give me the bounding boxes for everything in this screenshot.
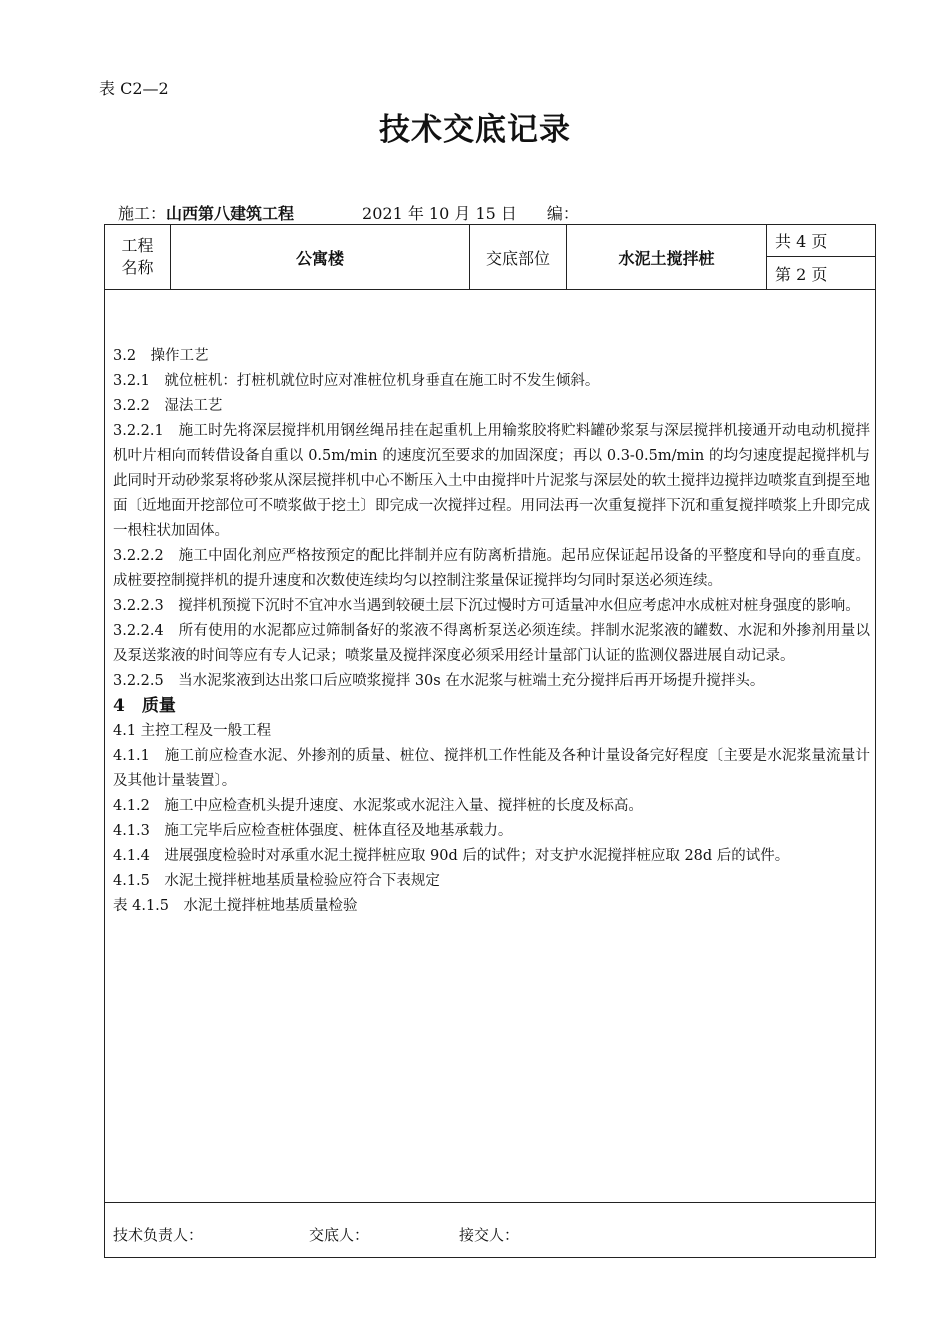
paragraph: 3.2.2.1 施工时先将深层搅拌机用钢丝绳吊挂在起重机上用输浆胶将贮料罐砂浆泵与深层搅拌机接通开动电动机搅拌机叶片相向而转借设备自重以 0.5m/min 的速度沉至要求的加固深度；再以 0.3-0.5m/min 的均匀速度提起搅拌机与此同时开动砂浆泵将砂浆从深层搅拌机中心不断压入土中由搅拌叶片泥浆与深层处的软土搅拌边搅拌边喷浆直到提至地面〔近地面开挖部位可不喷浆做于挖土〕即完成一次搅拌过程。用同法再一次重复搅拌下沉和重复搅拌喷浆上升即完成一根柱状加固体。 xyxy=(113,423,870,539)
paragraph: 4.1.3 施工完毕后应检查桩体强度、桩体直径及地基承载力。 xyxy=(113,823,513,839)
paragraph: 3.2.1 就位桩机：打桩机就位时应对准桩位机身垂直在施工时不发生倾斜。 xyxy=(113,373,600,389)
paragraph: 4.1.4 进展强度检验时对承重水泥土搅拌桩应取 90d 后的试件；对支护水泥搅拌桩应取 28d 后的试件。 xyxy=(113,848,790,864)
construction-company: 山西第八建筑工程 xyxy=(166,204,295,223)
receiver-signature: 接交人： xyxy=(459,1226,520,1244)
tech-lead-signature: 技术负责人： xyxy=(113,1226,204,1244)
page-number: 第 2 页 xyxy=(775,264,828,284)
signature-row xyxy=(113,1224,519,1245)
disclosure-content xyxy=(113,344,870,919)
project-name-label: 工程 名称 xyxy=(121,236,154,277)
total-pages: 共 4 页 xyxy=(775,232,828,251)
section-heading: 4.1 主控工程及一般工程 xyxy=(113,723,272,739)
paragraph: 4.1.5 水泥土搅拌桩地基质量检验应符合下表规定 xyxy=(113,873,440,889)
disclosure-date: 2021 年 10 月 15 日 xyxy=(362,204,517,223)
section-heading: 3.2.2 湿法工艺 xyxy=(113,398,223,414)
meta-line xyxy=(118,201,579,224)
discloser-signature: 交底人： xyxy=(309,1226,370,1244)
paragraph: 3.2.2.4 所有使用的水泥都应过筛制备好的浆液不得离析泵送必须连续。拌制水泥浆液的罐数、水泥和外掺剂用量以及泵送浆液的时间等应有专人记录；喷浆量及搅拌深度必须采用经计量部门认证的监测仪器进展自动记录。 xyxy=(113,623,870,664)
header-bottom-rule xyxy=(104,289,876,290)
paragraph: 3.2.2.5 当水泥浆液到达出浆口后应喷浆搅拌 30s 在水泥浆与桩端土充分搅拌后再开场提升搅拌头。 xyxy=(113,673,765,689)
chapter-heading: 4 质量 xyxy=(113,696,176,716)
form-code: 表 C2—2 xyxy=(99,79,169,98)
project-name-value: 公寓楼 xyxy=(295,248,344,268)
section-heading: 3.2 操作工艺 xyxy=(113,348,209,364)
disclosure-part-label: 交底部位 xyxy=(485,248,550,268)
disclosure-part-value: 水泥土搅拌桩 xyxy=(618,248,715,268)
paragraph: 3.2.2.3 搅拌机预搅下沉时不宜冲水当遇到较硬土层下沉过慢时方可适量冲水但应考虑冲水成桩对桩身强度的影响。 xyxy=(113,598,860,614)
construction-label: 施工： xyxy=(118,204,167,223)
paragraph: 4.1.1 施工前应检查水泥、外掺剂的质量、桩位、搅拌机工作性能及各种计量设备完好程度〔主要是水泥浆量流量计及其他计量装置〕。 xyxy=(113,748,870,789)
code-label: 编： xyxy=(546,204,579,223)
paragraph: 4.1.2 施工中应检查机头提升速度、水泥浆或水泥注入量、搅拌桩的长度及标高。 xyxy=(113,798,643,814)
document-title: 技术交底记录 xyxy=(379,112,571,148)
table-caption: 表 4.1.5 水泥土搅拌桩地基质量检验 xyxy=(113,898,358,914)
signature-row-rule xyxy=(104,1202,876,1203)
paragraph: 3.2.2.2 施工中固化剂应严格按预定的配比拌制并应有防离析措施。起吊应保证起吊设备的平整度和导向的垂直度。成桩要控制搅拌机的提升速度和次数使连续均匀以控制注浆量保证搅拌均匀同时泵送必须连续。 xyxy=(113,548,870,589)
